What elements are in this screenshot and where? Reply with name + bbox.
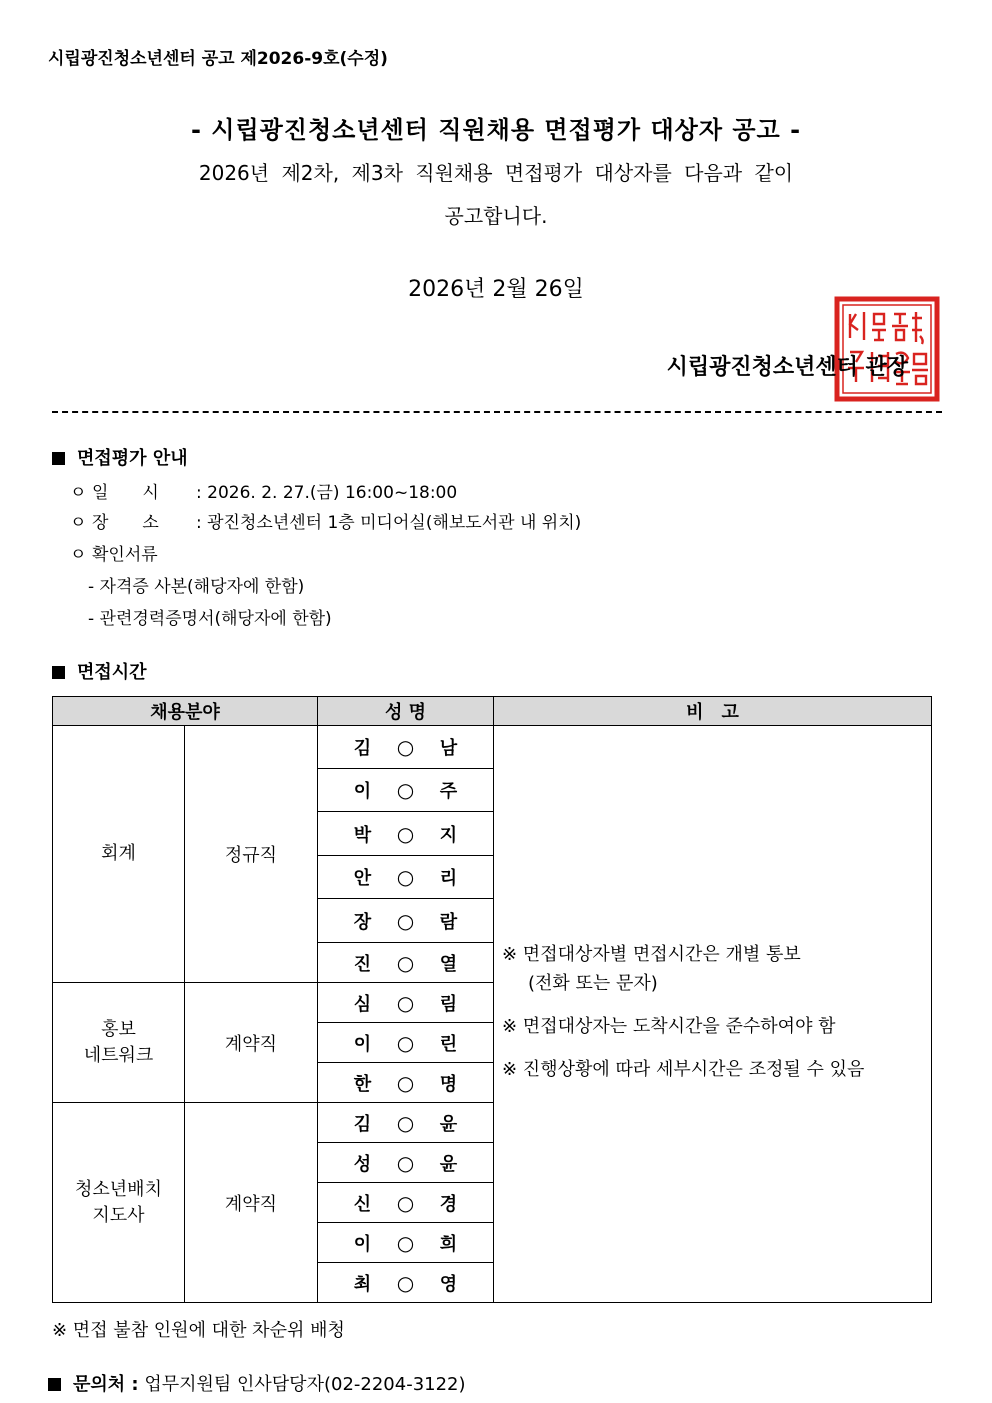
cell-employment-type: 계약직 xyxy=(185,1103,318,1303)
name-part: 심 xyxy=(353,993,372,1015)
footnote: ※ 면접 불참 인원에 대한 차순위 배청 xyxy=(52,1320,345,1341)
cell-field: 홍보 네트워크 xyxy=(53,983,185,1103)
section-guide-heading: 면접평가 안내 xyxy=(52,444,188,470)
cell-name xyxy=(318,726,494,769)
cell-name xyxy=(318,769,494,812)
name-part: 지 xyxy=(439,824,458,846)
cell-name xyxy=(318,899,494,943)
name-part: ○ xyxy=(396,1190,415,1215)
issuer-name: 시립광진청소년센터 관장 xyxy=(666,355,908,380)
note-line: (전화 또는 문자) xyxy=(528,973,658,994)
cell-name xyxy=(318,812,494,856)
cell-name xyxy=(318,1183,494,1223)
name-part: 이 xyxy=(353,781,372,802)
name-part: 이 xyxy=(353,1033,372,1055)
name-part: 박 xyxy=(353,824,372,846)
square-bullet-icon xyxy=(52,452,65,465)
cell-notes xyxy=(494,726,932,1303)
name-part: 경 xyxy=(439,1193,458,1215)
cell-name xyxy=(318,1223,494,1263)
name-part: ○ xyxy=(396,821,415,846)
name-part: ○ xyxy=(396,1070,415,1095)
name-part: 명 xyxy=(439,1073,458,1095)
name-part: 진 xyxy=(353,953,372,975)
square-bullet-icon xyxy=(52,666,65,679)
name-part: ○ xyxy=(396,990,415,1015)
guide-docs: ㅇ 확인서류 xyxy=(70,545,158,565)
name-part: 최 xyxy=(353,1273,372,1295)
name-part: 람 xyxy=(439,911,458,933)
intro-line-2: 공고합니다. xyxy=(444,204,548,228)
name-part: 영 xyxy=(439,1273,458,1295)
cell-employment-type: 정규직 xyxy=(185,726,318,983)
name-part: ○ xyxy=(396,1150,415,1175)
name-part: ○ xyxy=(396,778,415,802)
col-header-note: 비 고 xyxy=(494,697,932,726)
interview-schedule-table xyxy=(52,696,932,1303)
guide-time: ㅇ 일 시 : 2026. 2. 27.(금) 16:00~18:00 xyxy=(70,483,458,503)
note-line: ※ 진행상황에 따라 세부시간은 조정될 수 있음 xyxy=(502,1059,865,1080)
name-part: 남 xyxy=(439,738,458,759)
name-part: 열 xyxy=(439,953,458,975)
intro-line-1: 2026년 제2차, 제3차 직원채용 면접평가 대상자를 다음과 같이 xyxy=(198,161,794,185)
cell-name xyxy=(318,1103,494,1143)
col-header-name: 성 명 xyxy=(318,697,494,726)
cell-name xyxy=(318,1143,494,1183)
name-part: 김 xyxy=(353,1113,372,1135)
square-bullet-icon xyxy=(48,1378,61,1391)
name-part: 희 xyxy=(439,1233,458,1255)
page-title: - 시립광진청소년센터 직원채용 면접평가 대상자 공고 - xyxy=(190,116,802,144)
name-part: 장 xyxy=(353,911,372,933)
table-row xyxy=(53,726,932,769)
notice-number: 시립광진청소년센터 공고 제2026-9호(수정) xyxy=(48,49,388,69)
name-part: 윤 xyxy=(439,1153,458,1175)
cell-name xyxy=(318,1263,494,1303)
note-line: ※ 면접대상자는 도착시간을 준수하여야 함 xyxy=(502,1016,836,1037)
name-part: ○ xyxy=(396,865,415,889)
name-part: ○ xyxy=(396,1270,415,1295)
name-part: 한 xyxy=(353,1073,372,1095)
name-part: ○ xyxy=(396,735,415,759)
section-schedule-heading: 면접시간 xyxy=(52,658,147,684)
name-part: 린 xyxy=(439,1033,458,1055)
cell-name xyxy=(318,1063,494,1103)
name-part: 안 xyxy=(353,868,372,889)
col-header-field: 채용분야 xyxy=(53,697,318,726)
cell-field: 청소년배치 지도사 xyxy=(53,1103,185,1303)
guide-place: ㅇ 장 소 : 광진청소년센터 1층 미디어실(해보도서관 내 위치) xyxy=(70,513,582,533)
contact-info: 문의처 : 업무지원팀 인사담당자(02-2204-3122) xyxy=(48,1370,466,1396)
name-part: 림 xyxy=(439,993,458,1015)
cell-name xyxy=(318,983,494,1023)
name-part: ○ xyxy=(396,1230,415,1255)
cell-name xyxy=(318,943,494,983)
dashed-divider xyxy=(52,411,942,413)
name-part: ○ xyxy=(396,950,415,975)
name-part: 김 xyxy=(353,738,372,759)
guide-doc-item: - 관련경력증명서(해당자에 한함) xyxy=(88,609,332,629)
name-part: 이 xyxy=(353,1233,372,1255)
guide-doc-item: - 자격증 사본(해당자에 한함) xyxy=(88,577,305,597)
name-part: ○ xyxy=(396,1030,415,1055)
cell-name xyxy=(318,1023,494,1063)
cell-field: 회계 xyxy=(53,726,185,983)
official-seal-icon xyxy=(834,296,940,402)
cell-name xyxy=(318,856,494,899)
cell-employment-type: 계약직 xyxy=(185,983,318,1103)
name-part: 주 xyxy=(439,781,458,802)
name-part: ○ xyxy=(396,1110,415,1135)
notice-date: 2026년 2월 26일 xyxy=(408,277,584,302)
name-part: ○ xyxy=(396,908,415,933)
note-line: ※ 면접대상자별 면접시간은 개별 통보 xyxy=(502,944,801,965)
name-part: 신 xyxy=(353,1193,372,1215)
name-part: 성 xyxy=(353,1153,372,1175)
name-part: 윤 xyxy=(439,1113,458,1135)
name-part: 리 xyxy=(439,868,458,889)
